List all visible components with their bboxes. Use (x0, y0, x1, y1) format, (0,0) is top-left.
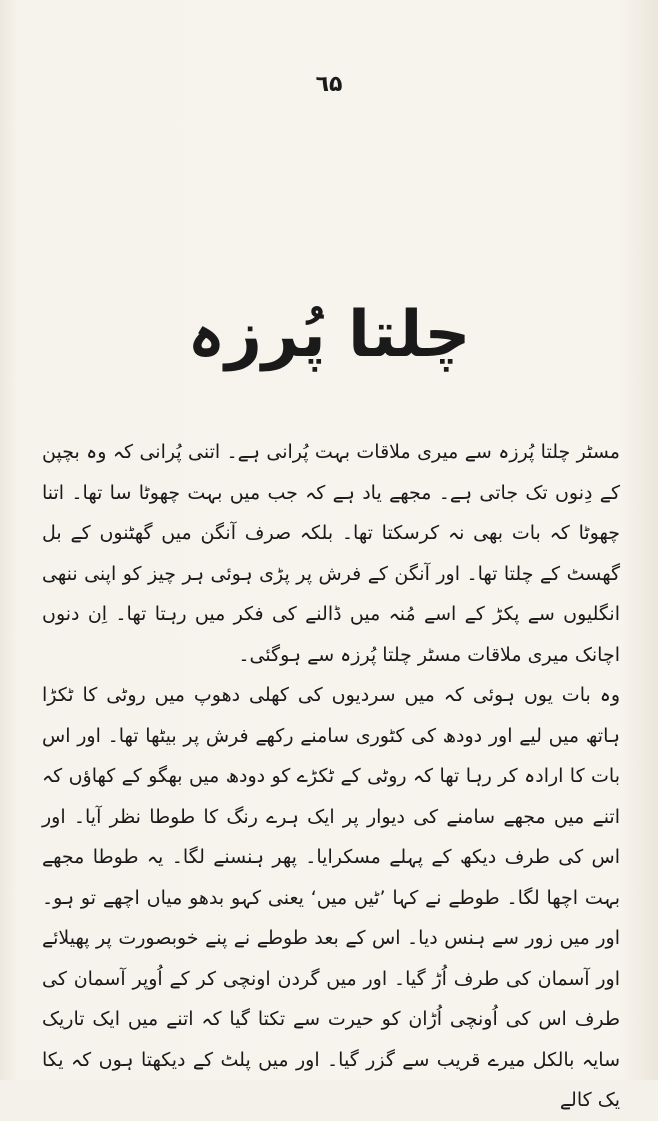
body-text (42, 432, 620, 1121)
page-number: ٦۵ (315, 72, 343, 97)
chapter-title: چلتا پُرزہ (187, 298, 471, 372)
paragraph-1: مسٹر چلتا پُرزہ سے میری ملاقات بہت پُرانی ہے۔ اتنی پُرانی کہ وہ بچپن کے دِنوں تک جاتی ہے۔ مجھے یاد ہے کہ جب میں بہت چھوٹا سا تھا۔ اتنا چھوٹا کہ بات بھی نہ کرسکتا تھا۔ بلکہ صرف آنگن میں گھٹنوں کے بل گھسٹ کے چلتا تھا۔ اور آنگن کے فرش پر پڑی ہوئی ہر چیز کو اپنی ننھی انگلیوں سے پکڑ کے اسے مُنہ میں ڈالنے کی فکر میں رہتا تھا۔ اِن دنوں اچانک میری ملاقات مسٹر چلتا پُرزہ سے ہوگئی۔ (42, 441, 620, 666)
paragraph-2: وہ بات یوں ہوئی کہ میں سردیوں کی کھلی دھوپ میں روٹی کا ٹکڑا ہاتھ میں لیے اور دودھ کی کٹوری سامنے رکھے فرش پر بیٹھا تھا۔ اور اس بات کا ارادہ کر رہا تھا کہ روٹی کے ٹکڑے کو دودھ میں بھگو کے کھاؤں کہ اتنے میں مجھے سامنے کی دیوار پر ایک ہرے رنگ کا طوطا نظر آیا۔ اور اس کی طرف دیکھ کے پہلے مسکرایا۔ پھر ہنسنے لگا۔ یہ طوطا مجھے بہت اچھا لگا۔ طوطے نے کہا ’ٹیں میں‘ یعنی کہو بدھو میاں اچھے تو ہو۔ اور میں زور سے ہنس دیا۔ اس کے بعد طوطے نے پنے خوبصورت پر پھیلائے اور آسمان کی طرف اُڑ گیا۔ اور میں گردن اونچی کر کے اُوپر آسمان کی طرف اس کی اُونچی اُڑان کو حیرت سے تکتا گیا کہ اتنے میں ایک تاریک سایہ بالکل میرے قریب سے گزر گیا۔ اور میں پلٹ کے دیکھتا ہوں کہ یکا یک کالے (42, 684, 620, 1111)
